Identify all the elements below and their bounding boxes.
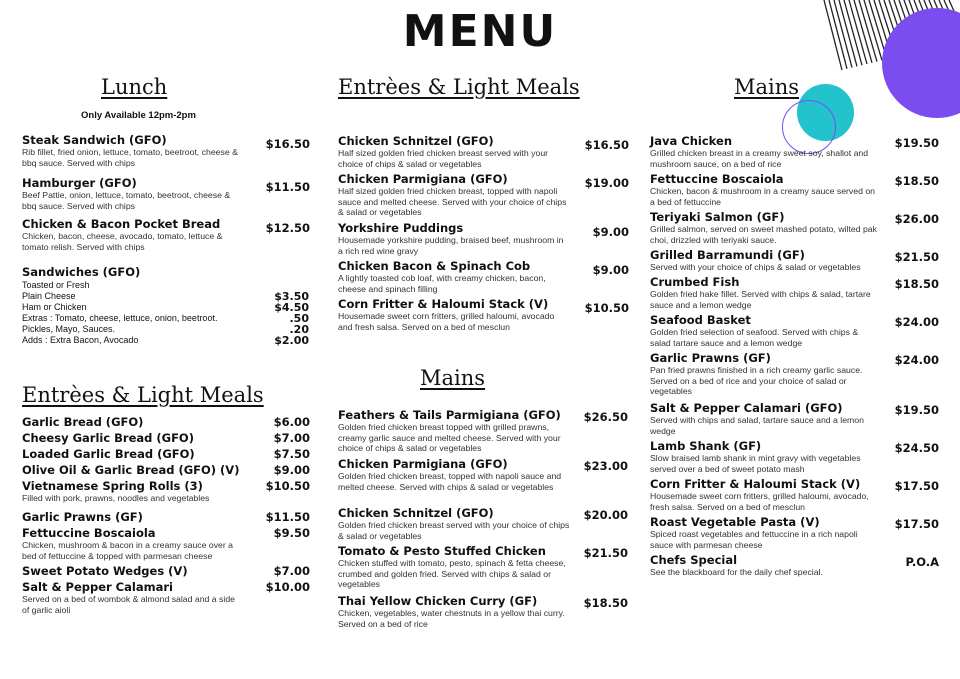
menu-item bbox=[338, 134, 570, 169]
menu-item-description: Slow braised lamb shank in mint gravy with vegetables served over a bed of sweet potato mash bbox=[650, 453, 861, 474]
lunch-availability-note: Only Available 12pm-2pm bbox=[81, 110, 196, 121]
sandwich-option-price: .20 bbox=[289, 323, 309, 336]
menu-item-name: Chicken Schnitzel (GFO) bbox=[338, 134, 494, 148]
menu-item-name: Corn Fritter & Haloumi Stack (V) bbox=[338, 297, 549, 311]
menu-item bbox=[22, 510, 244, 524]
menu-item-description: Served with chips and salad, tartare sauce and a lemon wedge bbox=[650, 415, 864, 436]
menu-item bbox=[650, 351, 880, 397]
menu-item bbox=[22, 580, 244, 615]
menu-item-name: Feathers & Tails Parmigiana (GFO) bbox=[338, 408, 561, 422]
sandwiches-block bbox=[22, 265, 312, 279]
menu-item bbox=[650, 275, 880, 310]
menu-item-price: $24.00 bbox=[894, 315, 939, 329]
menu-item-name: Loaded Garlic Bread (GFO) bbox=[22, 447, 195, 461]
menu-item-price: $7.50 bbox=[273, 447, 310, 461]
menu-item-price: $10.50 bbox=[265, 479, 310, 493]
menu-item-price: $24.00 bbox=[894, 353, 939, 367]
menu-item-price: $11.50 bbox=[265, 180, 310, 194]
menu-item-price: P.O.A bbox=[905, 555, 939, 569]
menu-item-name: Chicken Bacon & Spinach Cob bbox=[338, 259, 531, 273]
sandwich-option: Pickles, Mayo, Sauces. bbox=[22, 324, 116, 334]
sandwich-option: Extras : Tomato, cheese, lettuce, onion, beetroot. bbox=[22, 313, 218, 323]
menu-item-price: $20.00 bbox=[583, 508, 628, 522]
col1-entrees-heading: Entrèes & Light Meals bbox=[22, 383, 264, 407]
menu-item-description: Chicken, bacon, cheese, avocado, tomato, lettuce & tomato relish. Served with chips bbox=[22, 231, 223, 252]
col3-mains-heading: Mains bbox=[734, 75, 800, 99]
menu-item-description: Golden fried chicken breast topped with grilled prawns, creamy garlic sauce and melted cheese. Served with your choice of chips & salad or vegetables bbox=[338, 422, 561, 453]
menu-item bbox=[650, 134, 880, 169]
menu-item bbox=[338, 172, 570, 218]
menu-item-price: $18.50 bbox=[894, 174, 939, 188]
menu-item bbox=[338, 544, 570, 590]
menu-item-description: A lightly toasted cob loaf, with creamy chicken, bacon, cheese and spinach filling bbox=[338, 273, 546, 294]
menu-item-price: $24.50 bbox=[894, 441, 939, 455]
menu-item bbox=[650, 515, 880, 550]
menu-item-name: Chicken & Bacon Pocket Bread bbox=[22, 217, 221, 231]
sandwich-option: Ham or Chicken bbox=[22, 302, 87, 312]
menu-item-description: See the blackboard for the daily chef special. bbox=[650, 567, 823, 577]
menu-item bbox=[22, 447, 244, 461]
menu-item-price: $16.50 bbox=[265, 137, 310, 151]
menu-item bbox=[22, 463, 244, 477]
menu-item-description: Chicken, bacon & mushroom in a creamy sauce served on a bed of fettuccine bbox=[650, 186, 876, 207]
sandwich-option-price: $4.50 bbox=[274, 301, 309, 314]
sandwich-option-price: .50 bbox=[289, 312, 309, 325]
sandwich-option: Plain Cheese bbox=[22, 291, 76, 301]
menu-item bbox=[22, 176, 244, 211]
menu-item-price: $11.50 bbox=[265, 510, 310, 524]
menu-item-name: Teriyaki Salmon (GF) bbox=[650, 210, 785, 224]
menu-item-name: Lamb Shank (GF) bbox=[650, 439, 762, 453]
menu-title: MENU bbox=[402, 6, 558, 57]
menu-item-description: Served with your choice of chips & salad or vegetables bbox=[650, 262, 861, 272]
menu-item-price: $17.50 bbox=[894, 517, 939, 531]
menu-item-name: Cheesy Garlic Bread (GFO) bbox=[22, 431, 194, 445]
menu-item-price: $21.50 bbox=[583, 546, 628, 560]
menu-item-description: Beef Pattie, onion, lettuce, tomato, beetroot, cheese & bbq sauce. Served with chips bbox=[22, 190, 231, 211]
menu-item bbox=[650, 172, 880, 207]
menu-item-name: Garlic Bread (GFO) bbox=[22, 415, 144, 429]
menu-item-description: Chicken stuffed with tomato, pesto, spinach & fetta cheese, crumbed and golden fried. Served with chips & salad or vegetables bbox=[338, 558, 566, 589]
menu-item-description: Half sized golden fried chicken breast, topped with napoli sauce and melted cheese. Served with your choice of chips & salad or vegetables bbox=[338, 186, 567, 217]
menu-item-price: $9.00 bbox=[592, 263, 629, 277]
menu-item-name: Seafood Basket bbox=[650, 313, 751, 327]
menu-item-description: Grilled salmon, served on sweet mashed potato, wilted pak choi, drizzled with teriyaki sauce. bbox=[650, 224, 877, 245]
menu-item bbox=[22, 415, 244, 429]
menu-item-name: Fettuccine Boscaiola bbox=[650, 172, 784, 186]
menu-item-name: Vietnamese Spring Rolls (3) bbox=[22, 479, 203, 493]
menu-item bbox=[338, 408, 570, 454]
menu-item-price: $17.50 bbox=[894, 479, 939, 493]
menu-item-price: $10.00 bbox=[265, 580, 310, 594]
menu-item-name: Steak Sandwich (GFO) bbox=[22, 133, 167, 147]
menu-item-name: Salt & Pepper Calamari (GFO) bbox=[650, 401, 843, 415]
menu-item-name: Salt & Pepper Calamari bbox=[22, 580, 173, 594]
menu-item bbox=[22, 479, 244, 504]
menu-item-price: $19.50 bbox=[894, 403, 939, 417]
lunch-heading: Lunch bbox=[101, 75, 168, 99]
menu-item-price: $23.00 bbox=[583, 459, 628, 473]
col2-mains-heading: Mains bbox=[420, 366, 486, 390]
sandwich-option: Toasted or Fresh bbox=[22, 280, 90, 290]
menu-item bbox=[650, 313, 880, 348]
menu-item-name: Garlic Prawns (GF) bbox=[22, 510, 143, 524]
menu-item-price: $9.00 bbox=[273, 463, 310, 477]
menu-item-price: $19.00 bbox=[584, 176, 629, 190]
menu-item-description: Golden fried selection of seafood. Served with chips & salad tartare sauce and a lemon wedge bbox=[650, 327, 859, 348]
menu-item-price: $9.00 bbox=[592, 225, 629, 239]
menu-item bbox=[338, 506, 570, 541]
menu-item-name: Yorkshire Puddings bbox=[338, 221, 464, 235]
menu-item-name: Fettuccine Boscaiola bbox=[22, 526, 156, 540]
menu-item-name: Roast Vegetable Pasta (V) bbox=[650, 515, 820, 529]
menu-item-description: Rib fillet, fried onion, lettuce, tomato, beetroot, cheese & bbq sauce. Served with chips bbox=[22, 147, 238, 168]
menu-item-price: $6.00 bbox=[273, 415, 310, 429]
menu-item-name: Corn Fritter & Haloumi Stack (V) bbox=[650, 477, 861, 491]
menu-item-description: Chicken, vegetables, water chestnuts in a yellow thai curry. Served on a bed of rice bbox=[338, 608, 565, 629]
menu-item bbox=[338, 457, 570, 492]
menu-item-price: $18.50 bbox=[894, 277, 939, 291]
menu-item-name: Garlic Prawns (GF) bbox=[650, 351, 771, 365]
menu-item-price: $18.50 bbox=[583, 596, 628, 610]
sandwich-option-price: $2.00 bbox=[274, 334, 309, 347]
menu-item-name: Chicken Parmigiana (GFO) bbox=[338, 172, 508, 186]
menu-item-price: $7.00 bbox=[273, 564, 310, 578]
menu-item bbox=[650, 553, 880, 578]
menu-item-name: Java Chicken bbox=[650, 134, 733, 148]
menu-item-description: Half sized golden fried chicken breast served with your choice of chips & salad or vegetables bbox=[338, 148, 549, 169]
menu-item-price: $21.50 bbox=[894, 250, 939, 264]
menu-item-price: $19.50 bbox=[894, 136, 939, 150]
menu-item bbox=[650, 439, 880, 474]
menu-item-name: Chefs Special bbox=[650, 553, 738, 567]
menu-item-description: Housemade sweet corn fritters, grilled haloumi, avocado and fresh salsa. Served on a bed of mesclun bbox=[338, 311, 555, 332]
menu-item-price: $26.50 bbox=[583, 410, 628, 424]
menu-item bbox=[338, 297, 570, 332]
menu-item-name: Chicken Schnitzel (GFO) bbox=[338, 506, 494, 520]
col2-entrees-heading: Entrèes & Light Meals bbox=[338, 75, 580, 99]
menu-item bbox=[650, 210, 880, 245]
menu-item bbox=[338, 221, 570, 256]
menu-item-name: Tomato & Pesto Stuffed Chicken bbox=[338, 544, 546, 558]
menu-item bbox=[338, 594, 570, 629]
menu-item-price: $26.00 bbox=[894, 212, 939, 226]
menu-item-price: $7.00 bbox=[273, 431, 310, 445]
menu-item-description: Golden fried chicken breast, topped with napoli sauce and melted cheese. Served with chips & salad or vegetables bbox=[338, 471, 562, 492]
menu-item-description: Pan fried prawns finished in a rich creamy garlic sauce. Served on a bed of rice and your choice of salad or vegetables bbox=[650, 365, 863, 396]
menu-item-price: $12.50 bbox=[265, 221, 310, 235]
menu-item-name: Olive Oil & Garlic Bread (GFO) (V) bbox=[22, 463, 240, 477]
menu-item bbox=[22, 133, 244, 168]
menu-item bbox=[22, 431, 244, 445]
sandwich-option: Adds : Extra Bacon, Avocado bbox=[22, 335, 139, 345]
menu-item bbox=[338, 259, 570, 294]
menu-item-description: Housemade sweet corn fritters, grilled haloumi, avocado, fresh salsa. Served on a bed of mesclun bbox=[650, 491, 869, 512]
sandwiches-name: Sandwiches (GFO) bbox=[22, 265, 141, 279]
menu-item-price: $9.50 bbox=[273, 526, 310, 540]
menu-item-name: Thai Yellow Chicken Curry (GF) bbox=[338, 594, 538, 608]
menu-item-description: Spiced roast vegetables and fettuccine in a rich napoli sauce with parmesan cheese bbox=[650, 529, 858, 550]
menu-item-description: Chicken, mushroom & bacon in a creamy sauce over a bed of fettuccine & topped with parmesan cheese bbox=[22, 540, 234, 561]
menu-item-name: Grilled Barramundi (GF) bbox=[650, 248, 805, 262]
menu-item bbox=[22, 564, 244, 578]
menu-item bbox=[650, 401, 880, 436]
menu-item bbox=[650, 477, 880, 512]
menu-item bbox=[650, 248, 880, 273]
menu-item-description: Golden fried chicken breast served with your choice of chips & salad or vegetables bbox=[338, 520, 570, 541]
menu-item-description: Served on a bed of wombok & almond salad and a side of garlic aioli bbox=[22, 594, 235, 615]
menu-item-description: Housemade yorkshire pudding, braised beef, mushroom in a rich red wine gravy bbox=[338, 235, 564, 256]
menu-item-description: Filled with pork, prawns, noodles and vegetables bbox=[22, 493, 210, 503]
menu-item-name: Sweet Potato Wedges (V) bbox=[22, 564, 188, 578]
menu-item bbox=[22, 526, 244, 561]
menu-item bbox=[22, 217, 244, 252]
sandwich-option-price: $3.50 bbox=[274, 290, 309, 303]
menu-item-name: Crumbed Fish bbox=[650, 275, 740, 289]
menu-item-name: Hamburger (GFO) bbox=[22, 176, 137, 190]
menu-item-price: $10.50 bbox=[584, 301, 629, 315]
menu-item-description: Grilled chicken breast in a creamy sweet soy, shallot and mushroom sauce, on a bed of rice bbox=[650, 148, 869, 169]
menu-item-price: $16.50 bbox=[584, 138, 629, 152]
menu-item-description: Golden fried hake fillet. Served with chips & salad, tartare sauce and a lemon wedge bbox=[650, 289, 871, 310]
menu-item-name: Chicken Parmigiana (GFO) bbox=[338, 457, 508, 471]
